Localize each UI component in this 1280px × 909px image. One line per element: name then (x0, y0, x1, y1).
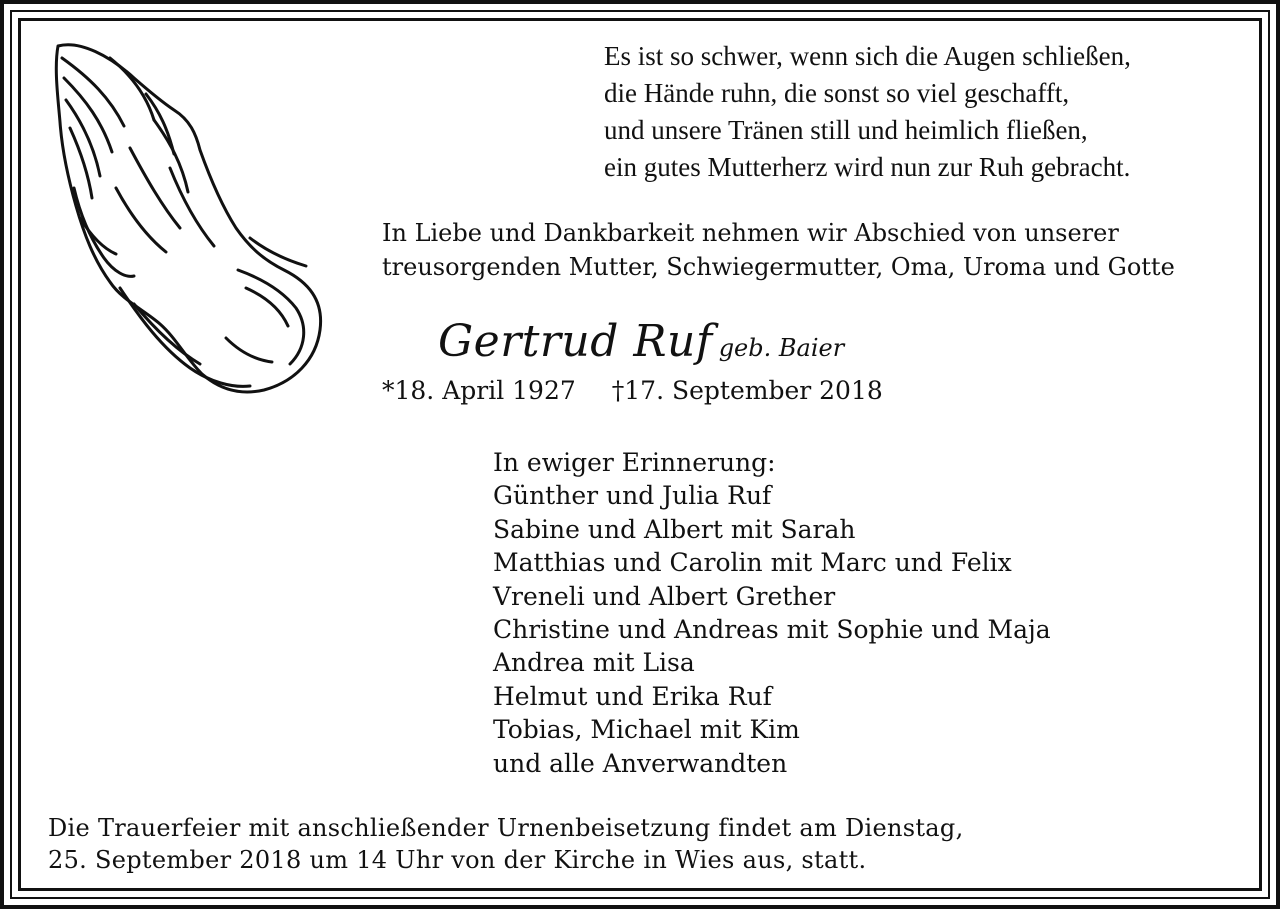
family-member: Helmut und Erika Ruf (493, 681, 772, 711)
intro-line: treusorgenden Mutter, Schwiegermutter, Oma, Uroma und Gotte (382, 253, 1175, 281)
praying-hands-icon (50, 38, 330, 408)
notice-line: Die Trauerfeier mit anschließender Urnenbeisetzung findet am Dienstag, (48, 814, 964, 842)
death-date: †17. September 2018 (611, 376, 883, 405)
maiden-name: geb. Baier (718, 334, 845, 362)
poem-line: Es ist so schwer, wenn sich die Augen schließen, (604, 41, 1131, 71)
family-heading: In ewiger Erinnerung: (493, 448, 776, 477)
birth-date: *18. April 1927 (382, 376, 576, 405)
funeral-notice (48, 812, 964, 876)
intro-line: In Liebe und Dankbarkeit nehmen wir Abschied von unserer (382, 219, 1119, 247)
family-member: Tobias, Michael mit Kim (493, 715, 800, 745)
family-member: und alle Anverwandten (493, 748, 788, 778)
notice-line: 25. September 2018 um 14 Uhr von der Kirche in Wies aus, statt. (48, 846, 867, 874)
poem-line: ein gutes Mutterherz wird nun zur Ruh gebracht. (604, 152, 1131, 182)
deceased-name: Gertrud Ruf (438, 316, 713, 367)
poem-line: und unsere Tränen still und heimlich fließen, (604, 115, 1088, 145)
family-member: Günther und Julia Ruf (493, 481, 772, 511)
life-dates (382, 376, 883, 405)
poem (604, 38, 1254, 186)
deceased-name-row (438, 316, 844, 367)
family-member: Andrea mit Lisa (493, 648, 695, 678)
family-member: Matthias und Carolin mit Marc und Felix (493, 548, 1012, 578)
family-member: Vreneli und Albert Grether (493, 581, 836, 611)
family-list (493, 446, 1051, 780)
poem-line: die Hände ruhn, die sonst so viel geschafft, (604, 78, 1070, 108)
family-member: Sabine und Albert mit Sarah (493, 514, 856, 544)
farewell-intro (382, 216, 1262, 284)
family-member: Christine und Andreas mit Sophie und Maja (493, 615, 1051, 645)
